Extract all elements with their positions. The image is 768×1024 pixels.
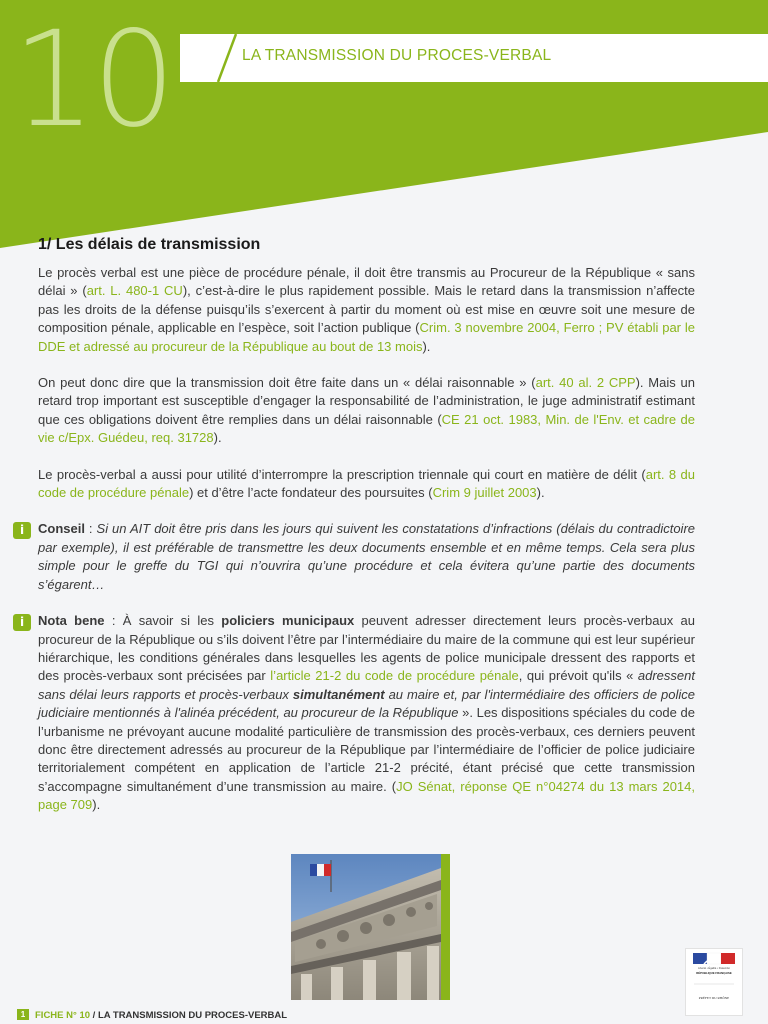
legal-reference-link[interactable]: art. 8 du code de procédure pénale bbox=[38, 466, 695, 501]
conseil-label: Conseil bbox=[38, 521, 85, 537]
info-icon: i bbox=[13, 522, 31, 539]
nota-bene-label: Nota bene bbox=[38, 613, 105, 629]
conseil-text: Si un AIT doit être pris dans les jours qui suivent les constatations d’infractions (délais du contradictoire par exemple), il est préférable de transmettre les deux documents ensemble et en même temps. Cela sera plus simple pour le greffe du TGI qui n’ouvrira qu’une procédure et cela évitera qu’une partie des documents s’égarent… bbox=[38, 521, 696, 592]
logo-prefet: PRÉFET DU RHÔNE bbox=[698, 996, 730, 1000]
nota-bene-note: i Nota bene : À savoir si les policiers municipaux peuvent adresser directement leurs procès-verbaux au procureur de la République ou s’ils doivent l’être par l’intermédiaire du maire de la commune qui est leur supérieur hiérarchique, les conditions générales dans lesquelles les agents de police municipale dressent des rapports et des procès-verbaux sont précisées par l’article 21-2 du code de procédure pénale, qui prévoit qu'ils « adressent sans délai leurs rapports et procès-verbaux simultanément au maire et, par l'intermédiaire des officiers de police judiciaire mentionnés à l'alinéa précédent, au procureur de la République ». Les dispositions spéciales du code de l’urbanisme ne prévoyant aucune modalité particulière de transmission des procès-verbaux, ces derniers peuvent donc être directement adressés au procureur de la République par l’intermédiaire de l’officier de police judiciaire territorialement compétent en application de l’article 21-2 précité, étant précisé que cette transmission s’accompagne simultanément d’une transmission au maire. (JO Sénat, réponse QE n°04274 du 13 mars 2014, page 709). bbox=[38, 612, 695, 814]
legal-reference-link[interactable]: CE 21 oct. 1983, Min. de l'Env. et cadre de vie c/Epx. Guédeu, req. 31728 bbox=[38, 411, 695, 446]
page-number: 1 bbox=[17, 1009, 29, 1020]
legal-reference-link[interactable]: l’article 21-2 du code de procédure pénale bbox=[270, 668, 519, 684]
chapter-number: 10 bbox=[12, 3, 172, 157]
page-title: LA TRANSMISSION DU PROCES-VERBAL bbox=[242, 47, 552, 64]
building-photo bbox=[291, 854, 450, 1000]
page-footer: 1 FICHE N° 10 / LA TRANSMISSION DU PROCES-VERBAL bbox=[17, 1009, 287, 1021]
legal-reference-link[interactable]: Crim 9 juillet 2003 bbox=[432, 485, 537, 501]
prefecture-logo bbox=[685, 948, 743, 1016]
logo-motto: Liberté • Égalité • Fraternité bbox=[698, 967, 730, 970]
paragraph-1: Le procès verbal est une pièce de procédure pénale, il doit être transmis au Procureur de la République « sans délai » (art. L. 480-1 CU), c’est-à-dire le plus rapidement possible. Mais le retard dans la transmission n’affecte pas les droits de la défense puisqu’ils s’exercent à partir du moment où est mise en œuvre soit une mesure de composition pénale, applicable en l’espèce, soit l’action publique (Crim. 3 novembre 2004, Ferro ; PV établi par le DDE et adressé au procureur de la République au bout de 13 mois). bbox=[38, 265, 696, 354]
paragraph-3: Le procès-verbal a aussi pour utilité d’interrompre la prescription triennale qui court en matière de délit (art. 8 du code de procédure pénale) et d’être l’acte fondateur des poursuites (Crim 9 juillet 2003). bbox=[38, 466, 695, 501]
legal-reference-link[interactable]: Crim. 3 novembre 2004, Ferro ; PV établi par le DDE et adressé au procureur de la République au bout de 13 mois bbox=[38, 320, 696, 354]
legal-reference-link[interactable]: art. 40 al. 2 CPP bbox=[535, 375, 636, 391]
legal-reference-link[interactable]: JO Sénat, réponse QE n°04274 du 13 mars 2014, page 709 bbox=[38, 778, 695, 813]
footer-title: LA TRANSMISSION DU PROCES-VERBAL bbox=[97, 1010, 288, 1021]
paragraph-2: On peut donc dire que la transmission doit être faite dans un « délai raisonnable » (art. 40 al. 2 CPP). Mais un retard trop important est susceptible d’engager la responsabilité de l’administration, le juge administratif estimant que ces obligations doivent être remplies dans un délai raisonnable (CE 21 oct. 1983, Min. de l'Env. et cadre de vie c/Epx. Guédeu, req. 31728). bbox=[38, 375, 695, 446]
info-icon: i bbox=[13, 614, 31, 631]
legal-reference-link[interactable]: art. L. 480-1 CU bbox=[86, 283, 183, 299]
logo-republic: RÉPUBLIQUE FRANÇAISE bbox=[696, 971, 732, 975]
footer-fiche: FICHE N° 10 bbox=[35, 1010, 91, 1021]
section-heading: 1/ Les délais de transmission bbox=[38, 236, 261, 253]
conseil-note: i Conseil : Si un AIT doit être pris dans les jours qui suivent les constatations d’infractions (délais du contradictoire par exemple), il est préférable de transmettre les deux documents ensemble et en même temps. Cela sera plus simple pour le greffe du TGI qui n’ouvrira qu’une procédure et cela évitera qu’une partie des documents s’égarent… bbox=[38, 520, 695, 594]
main-content bbox=[19, 236, 696, 815]
